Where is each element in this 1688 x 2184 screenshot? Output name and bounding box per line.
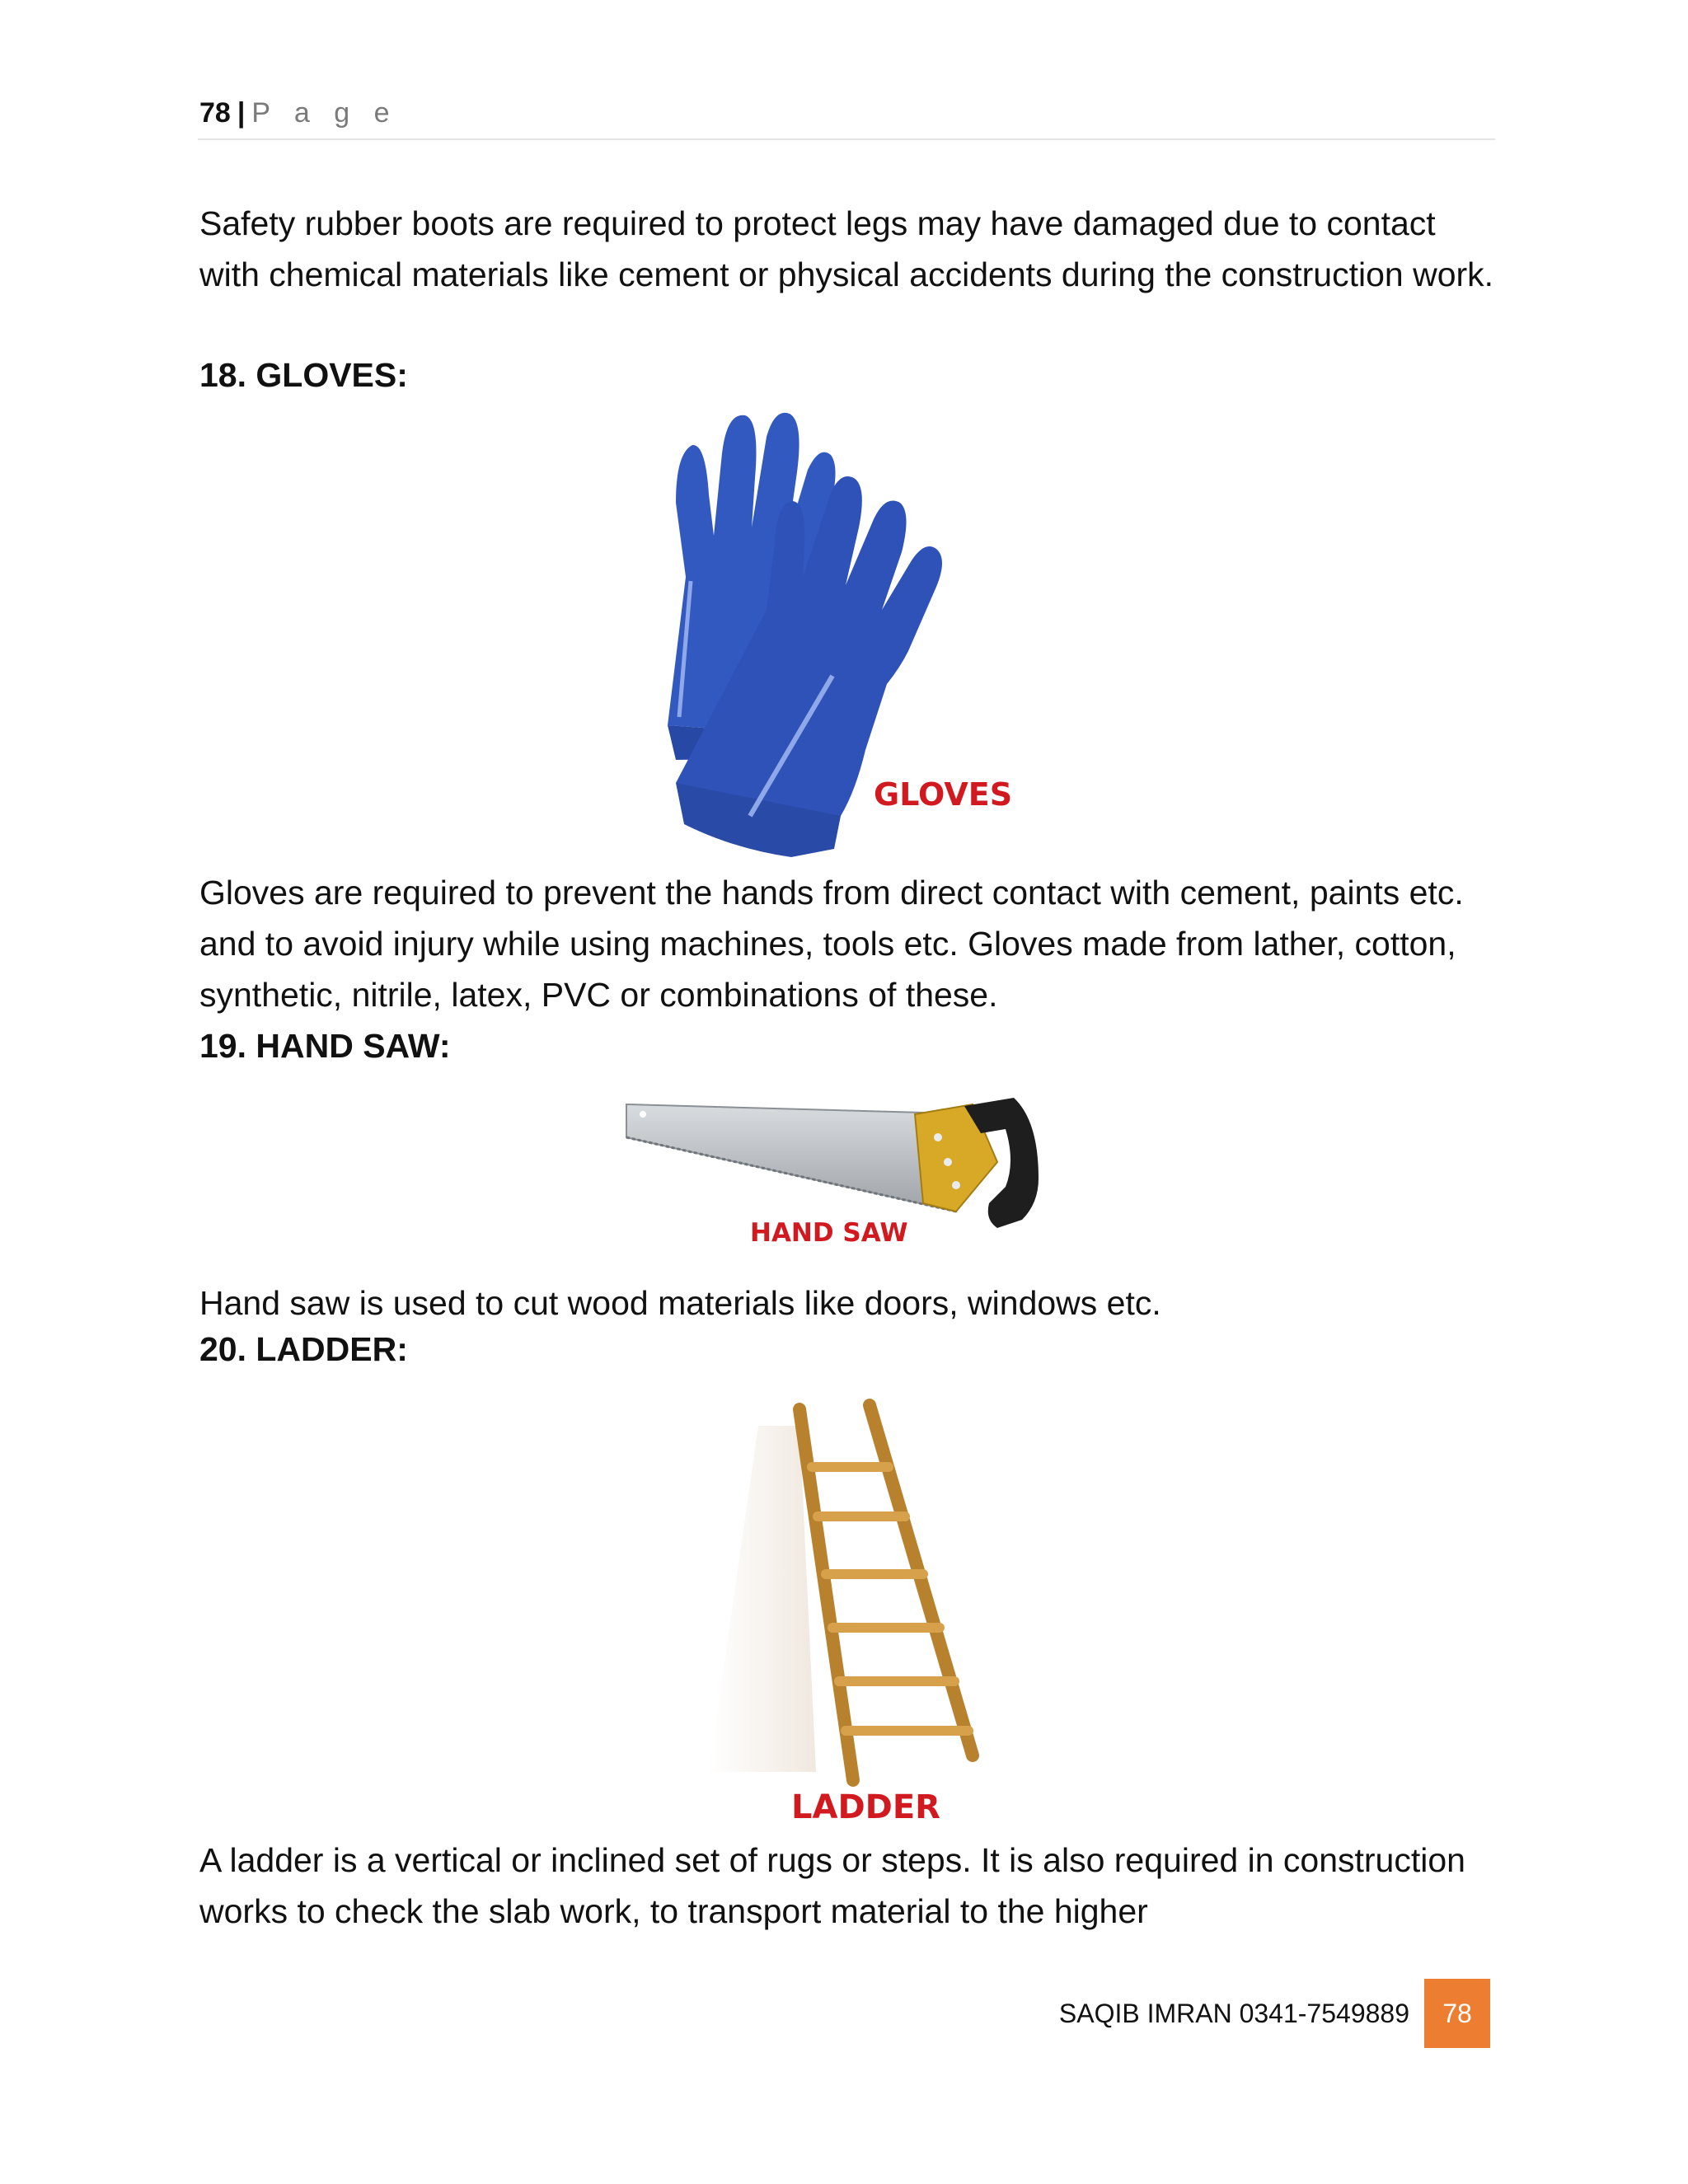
handsaw-paragraph: Hand saw is used to cut wood materials like doors, windows etc. bbox=[199, 1284, 1161, 1322]
gloves-heading: 18. GLOVES: bbox=[199, 356, 408, 394]
handsaw-caption: HAND SAW bbox=[750, 1218, 908, 1248]
header-divider bbox=[198, 138, 1495, 140]
handsaw-image bbox=[610, 1088, 1071, 1269]
ladder-heading: 20. LADDER: bbox=[199, 1330, 408, 1368]
ladder-illustration bbox=[692, 1393, 989, 1830]
gloves-caption: GLOVES bbox=[874, 776, 1013, 813]
ladder-caption: LADDER bbox=[791, 1788, 940, 1826]
gloves-image bbox=[643, 404, 1039, 865]
ladder-image bbox=[692, 1393, 989, 1830]
footer-page-box: 78 bbox=[1424, 1979, 1490, 2048]
ladder-paragraph: A ladder is a vertical or inclined set of rugs or steps. It is also required in construction works to check the slab work, to transport material to the higher bbox=[199, 1841, 1465, 1930]
handsaw-heading: 19. HAND SAW: bbox=[199, 1027, 451, 1065]
footer-author: SAQIB IMRAN 0341-7549889 bbox=[1058, 1999, 1409, 2028]
header-separator: | bbox=[237, 97, 246, 129]
boots-paragraph: Safety rubber boots are required to protect legs may have damaged due to contact with chemical materials like cement or physical accidents during the construction work. bbox=[199, 204, 1494, 293]
page-word: P a g e bbox=[251, 97, 398, 129]
gloves-paragraph: Gloves are required to prevent the hands from direct contact with cement, paints etc. and to avoid injury while using machines, tools etc. Gloves made from lather, cotton, synthetic, nitrile, latex, PVC or combinations of these. bbox=[199, 874, 1464, 1014]
page-header bbox=[199, 97, 397, 129]
page-number: 78 bbox=[199, 97, 231, 129]
